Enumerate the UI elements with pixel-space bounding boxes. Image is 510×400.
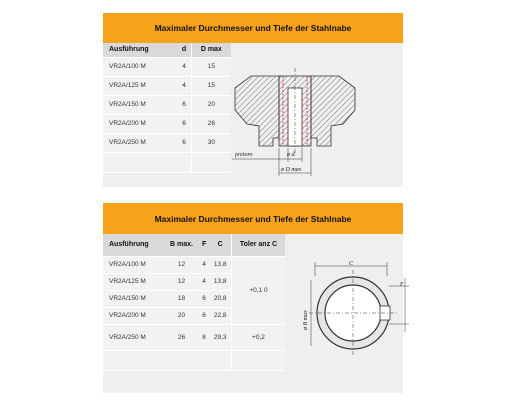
cell-d: 4 (177, 76, 191, 95)
header-d: d (177, 43, 191, 57)
cell-d: 6 (177, 114, 191, 133)
header-ausfuehrung: Ausführung (103, 43, 177, 57)
cell-d: 6 (177, 133, 191, 152)
table-header-row (103, 43, 231, 57)
cell-tolerance: +0,2 (231, 324, 285, 350)
header-toleranz-c: Toler anz C (231, 234, 285, 256)
cell-d-max: 15 (191, 76, 231, 95)
cell-model: VR2A/150 M (103, 95, 177, 114)
table-header-row (103, 234, 285, 256)
cell-c: 22,8 (209, 307, 231, 324)
cell-d: 4 (177, 57, 191, 76)
table-empty-row (103, 350, 285, 370)
table-row (103, 133, 231, 152)
table-row (103, 95, 231, 114)
cell-d-max: 15 (191, 57, 231, 76)
label-dmax: ø D max (281, 167, 302, 173)
hub-left-half (235, 76, 279, 146)
header-f: F (199, 234, 210, 256)
cell-d-max: 26 (191, 114, 231, 133)
cell-f: 6 (199, 290, 210, 307)
cell-model: VR2A/125 M (103, 76, 177, 95)
label-f: F (400, 282, 404, 288)
cell-b-max: 26 (164, 324, 199, 350)
label-d: ø d (287, 152, 295, 158)
cell-b-max: 12 (164, 256, 199, 273)
table-row (103, 114, 231, 133)
cell-b-max: 20 (164, 307, 199, 324)
label-bmax: ø B max (303, 310, 309, 330)
label-c: C (349, 261, 354, 267)
cell-f: 4 (199, 273, 210, 290)
depth-table (103, 43, 231, 173)
cell-c: 13,8 (209, 273, 231, 290)
hub-section-drawing (229, 66, 361, 180)
cell-b-max: 18 (164, 290, 199, 307)
table-row (103, 256, 285, 273)
cell-model: VR2A/150 M (103, 290, 164, 307)
header-ausfuehrung: Ausführung (103, 234, 164, 256)
cell-c: 20,8 (209, 290, 231, 307)
cell-d: 6 (177, 95, 191, 114)
cell-tolerance: +0,1 0 (231, 256, 285, 324)
cell-model: VR2A/100 M (103, 57, 177, 76)
table-row (103, 324, 285, 350)
cell-model: VR2A/200 M (103, 307, 164, 324)
hub-right-half (311, 76, 355, 146)
header-c: C (209, 234, 231, 256)
cell-model: VR2A/125 M (103, 273, 164, 290)
tolerance-table-title: Maximaler Durchmesser und Tiefe der Stahlnabe (103, 203, 403, 234)
cell-f: 4 (199, 256, 210, 273)
cell-model: VR2A/250 M (103, 324, 164, 350)
cell-b-max: 12 (164, 273, 199, 290)
table-row (103, 76, 231, 95)
cell-d-max: 30 (191, 133, 231, 152)
ring-section-drawing (293, 258, 413, 358)
cell-model: VR2A/100 M (103, 256, 164, 273)
label-pretoro: pretoro (235, 152, 253, 158)
tolerance-table (103, 234, 285, 371)
cell-c: 29,3 (209, 324, 231, 350)
table-empty-row (103, 152, 231, 172)
header-b-max: B max. (164, 234, 199, 256)
header-d-max: D max (191, 43, 231, 57)
cell-f: 6 (199, 307, 210, 324)
depth-table-title: Maximaler Durchmesser und Tiefe der Stahlnabe (103, 13, 403, 43)
cell-c: 13,8 (209, 256, 231, 273)
cell-f: 8 (199, 324, 210, 350)
cell-model: VR2A/250 M (103, 133, 177, 152)
cell-model: VR2A/200 M (103, 114, 177, 133)
cell-d-max: 20 (191, 95, 231, 114)
table-row (103, 57, 231, 76)
